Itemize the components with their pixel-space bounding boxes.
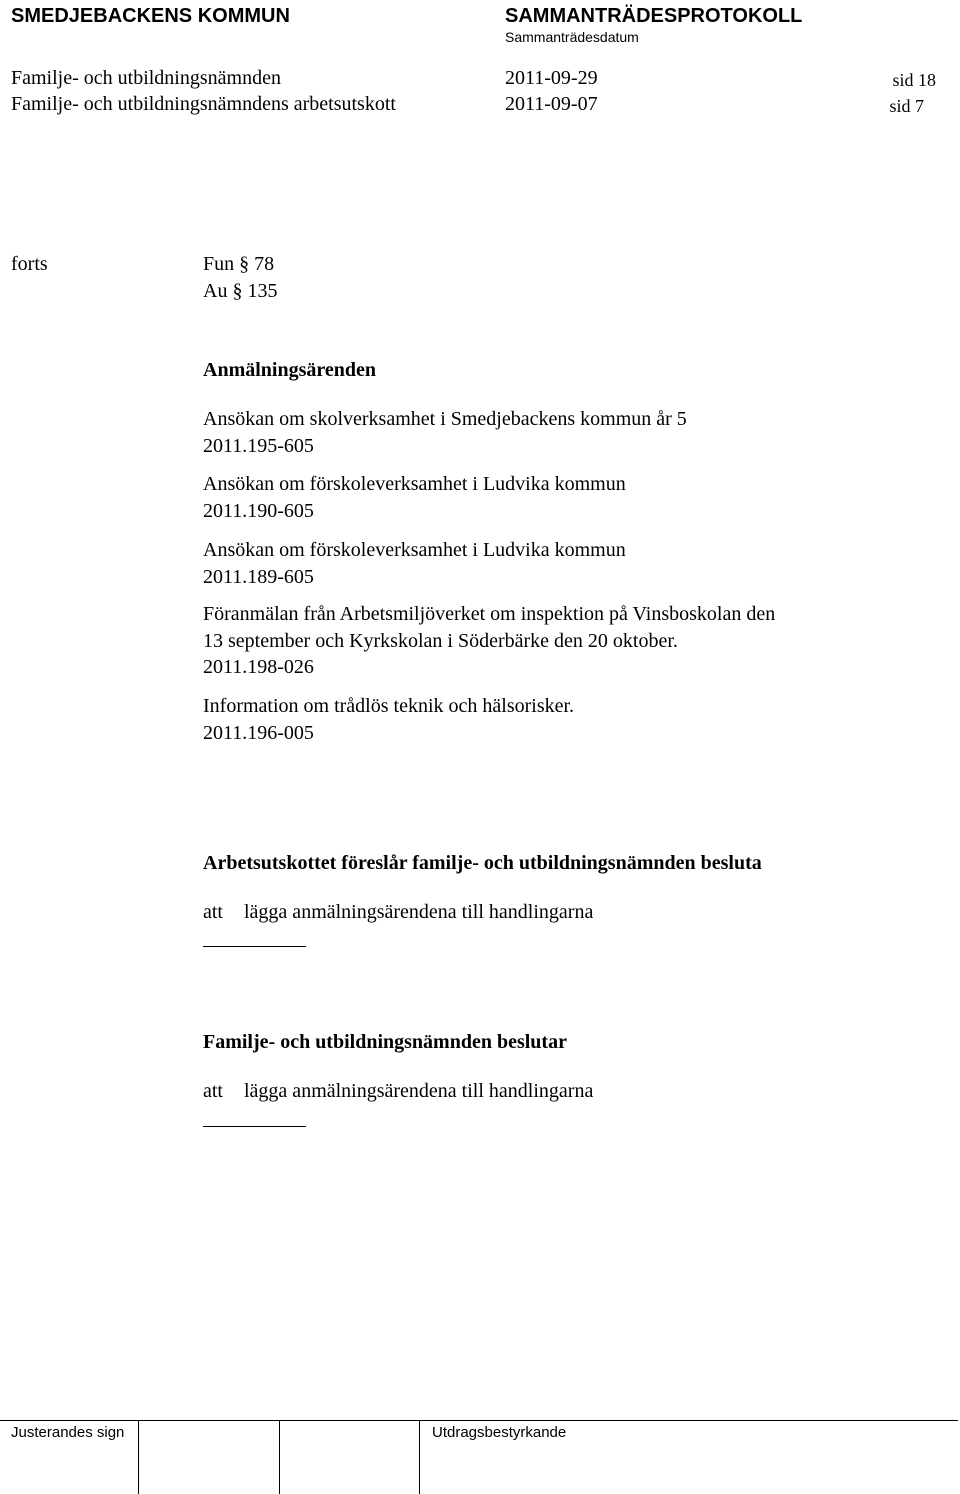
item-text: Föranmälan från Arbetsmiljöverket om inspektion på Vinsboskolan den [203, 603, 776, 625]
item-text: Ansökan om förskoleverksamhet i Ludvika kommun [203, 539, 626, 561]
footer-divider [419, 1420, 420, 1494]
page-number-1: sid 18 [892, 70, 936, 90]
item-ref: 2011.195-605 [203, 435, 314, 457]
footer-divider [138, 1420, 139, 1494]
proposal-underline [203, 946, 306, 947]
item-text: Ansökan om förskoleverksamhet i Ludvika kommun [203, 473, 626, 495]
section-sign: § [239, 253, 250, 275]
item-text-cont: 13 september och Kyrkskolan i Söderbärke den 20 oktober. [203, 630, 678, 652]
item-text: Information om trådlös teknik och hälsorisker. [203, 695, 575, 717]
decision-att: att [203, 1080, 223, 1102]
date-label: Sammanträdesdatum [505, 29, 639, 45]
decision-underline [203, 1126, 306, 1127]
signature-label: Justerandes sign [11, 1424, 125, 1441]
meeting-date-2: 2011-09-07 [505, 93, 598, 115]
proposal-text: lägga anmälningsärendena till handlingarna [244, 901, 594, 923]
item-text: Ansökan om skolverksamhet i Smedjebackens kommun år 5 [203, 408, 687, 430]
meeting-date-1: 2011-09-29 [505, 67, 598, 89]
organization-name: SMEDJEBACKENS KOMMUN [11, 5, 290, 27]
proposal-heading: Arbetsutskottet föreslår familje- och utbildningsnämnden besluta [203, 852, 762, 874]
section-sign: § [232, 280, 243, 302]
meeting-body-2: Familje- och utbildningsnämndens arbetsutskott [11, 93, 396, 115]
decision-heading: Familje- och utbildningsnämnden beslutar [203, 1031, 567, 1053]
footer-top-rule [0, 1420, 958, 1421]
decision-text: lägga anmälningsärendena till handlingarna [244, 1080, 594, 1102]
paragraph-ref-fun: Fun § 78 [203, 253, 275, 275]
item-ref: 2011.190-605 [203, 500, 314, 522]
document-type: SAMMANTRÄDESPROTOKOLL [505, 5, 803, 27]
paragraph-ref-au: Au § 135 [203, 280, 278, 302]
item-ref: 2011.196-005 [203, 722, 314, 744]
extract-certification-label: Utdragsbestyrkande [432, 1424, 567, 1441]
continued-label: forts [11, 253, 48, 275]
page-number-2: sid 7 [889, 96, 924, 116]
meeting-body-1: Familje- och utbildningsnämnden [11, 67, 281, 89]
proposal-att: att [203, 901, 223, 923]
item-ref: 2011.189-605 [203, 566, 314, 588]
footer-divider [279, 1420, 280, 1494]
item-ref: 2011.198-026 [203, 656, 314, 678]
section-title: Anmälningsärenden [203, 359, 377, 381]
